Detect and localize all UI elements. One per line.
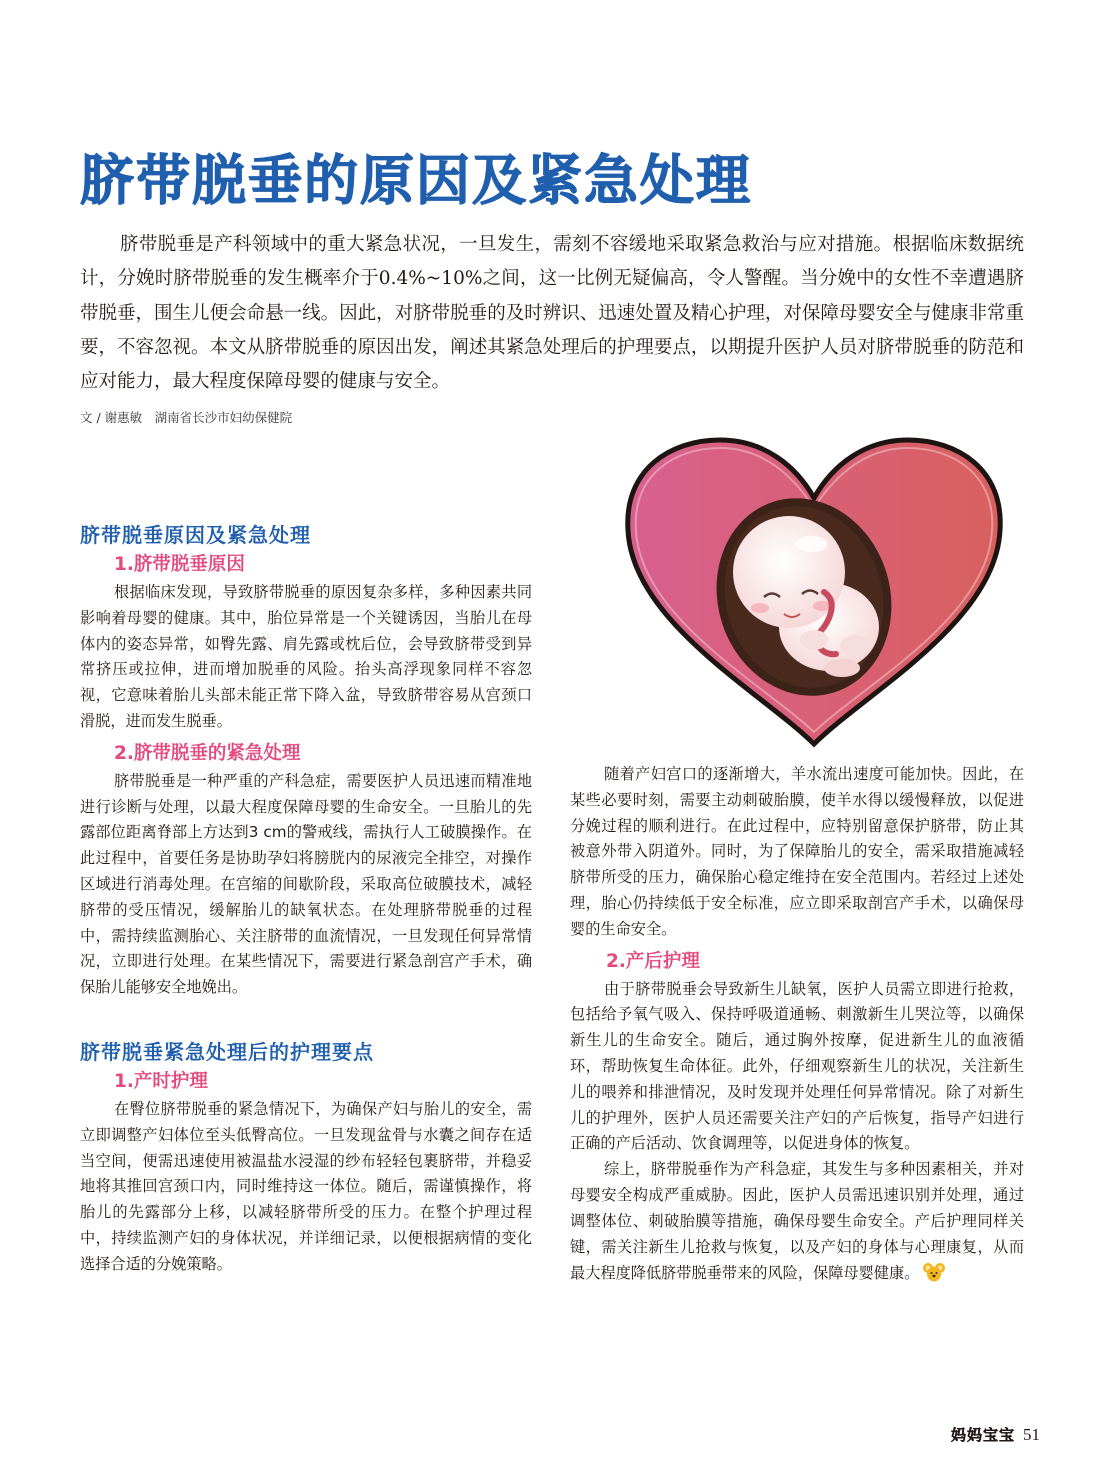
paragraph-continuation: 随着产妇宫口的逐渐增大，羊水流出速度可能加快。因此，在某些必要时刻，需要主动刺破胎膜，使羊水得以缓慢释放，以促进分娩过程的顺利进行。在此过程中，应特别留意保护脐带，防止其被意外带入阴道外。同时，为了保障胎儿的安全，需采取措施减轻脐带所受的压力，确保胎心稳定维持在安全范围内。若经过上述处理，胎心仍持续低于安全标准，应立即采取剖宫产手术，以确保母婴的生命安全。 xyxy=(570,765,1024,938)
section-heading-causes: 脐带脱垂原因及紧急处理 xyxy=(80,523,311,547)
paragraph-intrapartum: 在臀位脐带脱垂的紧急情况下，为确保产妇与胎儿的安全，需立即调整产妇体位至头低臀高位。一旦发现盆骨与水囊之间存在适当空间，便需迅速使用被温盐水浸湿的纱布轻轻包裹脐带，并稳妥地将其推回宫颈口内，同时维持这一体位。随后，需谨慎操作，将胎儿的先露部分上移，以减轻脐带所受的压力。在整个护理过程中，持续监测产妇的身体状况，并详细记录，以便根据病情的变化选择合适的分娩策略。 xyxy=(80,1099,532,1273)
subheading-postpartum: 2.产后护理 xyxy=(606,950,700,972)
left-column xyxy=(80,520,532,1278)
page-footer xyxy=(951,1424,1040,1445)
conclusion-text: 综上，脐带脱垂作为产科急症，其发生与多种因素相关，并对母婴安全构成严重威胁。因此，医护人员需迅速识别并处理，通过调整体位、刺破胎膜等措施，确保母婴生命安全。产后护理同样关键，需关注新生儿抢救与恢复，以及产妇的身体与心理康复，从而最大程度降低脐带脱垂带来的风险，保障母婴健康。 xyxy=(570,1160,1024,1283)
byline: 文 / 谢惠敏 湖南省长沙市妇幼保健院 xyxy=(80,410,293,425)
subheading-causes: 1.脐带脱垂原因 xyxy=(114,554,245,575)
article-intro: 脐带脱垂是产科领域中的重大紧急状况，一旦发生，需刻不容缓地采取紧急救治与应对措施。根据临床数据统计，分娩时脐带脱垂的发生概率介于0.4%~10%之间，这一比例无疑偏高，令人警醒。当分娩中的女性不幸遭遇脐带脱垂，围生儿便会命悬一线。因此，对脐带脱垂的及时辨识、迅速处置及精心护理，对保障母婴安全与健康非常重要，不容忽视。本文从脐带脱垂的原因出发，阐述其紧急处理后的护理要点，以期提升医护人员对脐带脱垂的防范和应对能力，最大程度保障母婴的健康与安全。 xyxy=(80,234,1024,393)
heart-fetus-illustration xyxy=(614,432,1014,748)
section-heading-care: 脐带脱垂紧急处理后的护理要点 xyxy=(80,1039,374,1064)
subheading-emergency: 2.脐带脱垂的紧急处理 xyxy=(114,742,301,764)
article-title: 脐带脱垂的原因及紧急处理 xyxy=(80,148,752,212)
magazine-name: 妈妈宝宝 xyxy=(950,1426,1015,1444)
right-column xyxy=(570,762,1024,1287)
koala-mascot-icon xyxy=(922,1260,946,1284)
paragraph-causes: 根据临床发现，导致脐带脱垂的原因复杂多样，多种因素共同影响着母婴的健康。其中，胎位异常是一个关键诱因，当胎儿在母体内的姿态异常，如臀先露、肩先露或枕后位，会导致脐带受到异常挤压或拉伸，进而增加脱垂的风险。抬头高浮现象同样不容忽视，它意味着胎儿头部未能正常下降入盆，导致脐带容易从宫颈口滑脱，进而发生脱垂。 xyxy=(80,583,532,730)
paragraph-postpartum: 由于脐带脱垂会导致新生儿缺氧，医护人员需立即进行抢救，包括给予氧气吸入、保持呼吸道通畅、刺激新生儿哭泣等，以确保新生儿的生命安全。随后，通过胸外按摩，促进新生儿的血液循环，帮助恢复生命体征。此外，仔细观察新生儿的状况，关注新生儿的喂养和排泄情况，及时发现并处理任何异常情况。除了对新生儿的护理外，医护人员还需要关注产妇的产后恢复，指导产妇进行正确的产后活动、饮食调理等，以促进身体的恢复。 xyxy=(570,979,1024,1153)
paragraph-emergency: 脐带脱垂是一种严重的产科急症，需要医护人员迅速而精准地进行诊断与处理，以最大程度保障母婴的生命安全。一旦胎儿的先露部位距离脊部上方达到3 cm的警戒线，需执行人工破膜操作。在此过程中，首要任务是协助孕妇将膀胱内的尿液完全排空，对操作区域进行消毒处理。在宫缩的间歇阶段，采取高位破膜技术，减轻脐带的受压情况，缓解胎儿的缺氧状态。在处理脐带脱垂的过程中，需持续监测胎心、关注脐带的血流情况，一旦发现任何异常情况，立即进行处理。在某些情况下，需要进行紧急剖宫产手术，确保胎儿能够安全地娩出。 xyxy=(80,771,532,997)
paragraph-conclusion xyxy=(570,1157,1024,1287)
subheading-intrapartum: 1.产时护理 xyxy=(114,1070,208,1092)
page-number: 51 xyxy=(1023,1425,1040,1444)
